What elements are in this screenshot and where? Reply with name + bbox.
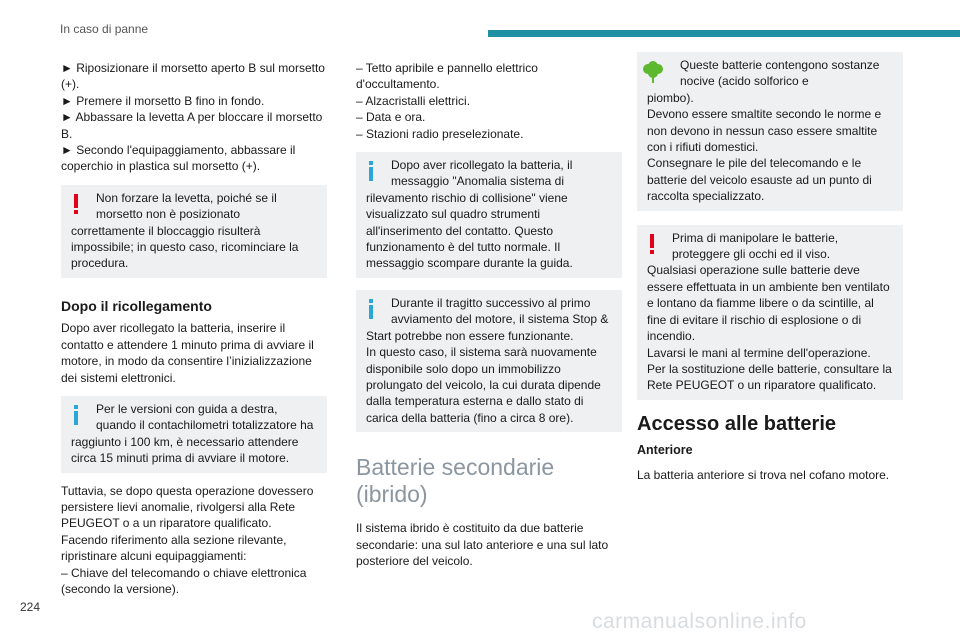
running-header: In caso di panne <box>60 22 149 36</box>
info-text: rilevamento rischio di collisione" viene visualizzato sul quadro strumenti all'inserimento del contatto. Questo funzionamento è del tutto normale. Il messaggio scompare durante la guida. <box>366 190 573 271</box>
warning-text: Lavarsi le mani al termine dell'operazione. <box>647 345 871 360</box>
column-3 <box>637 52 903 483</box>
info-icon <box>364 297 378 321</box>
step-1: ► Riposizionare il morsetto aperto B sul morsetto (+). <box>61 61 325 92</box>
eco-text: piombo). <box>647 90 694 105</box>
warning-icon <box>645 232 659 256</box>
step-3: ► Abbassare la levetta A per bloccare il morsetto B. <box>61 110 323 141</box>
column-1 <box>61 60 327 597</box>
info-box <box>356 152 622 278</box>
eco-box <box>637 52 903 211</box>
info-icon <box>69 403 83 427</box>
eco-first-line: Queste batterie contengono sostanze nocive (acido solforico e <box>680 58 880 89</box>
info-text: Start potrebbe non essere funzionante. <box>366 328 574 343</box>
warning-first-line: Non forzare la levetta, poiché se il morsetto non è posizionato <box>96 190 277 222</box>
paragraph: La batteria anteriore si trova nel cofano motore. <box>637 467 890 482</box>
info-text: raggiunto i 100 km, è necessario attendere circa 15 minuti prima di avviare il motore. <box>71 434 299 466</box>
list-item: – Tetto apribile e pannello elettrico d'occultamento. <box>356 61 538 92</box>
list-item: – Alzacristalli elettrici. <box>356 93 471 108</box>
info-first-line: Per le versioni con guida a destra, quando il contachilometri totalizzatore ha <box>96 401 314 433</box>
info-text: In questo caso, il sistema sarà nuovamente disponibile solo dopo un immobilizzo prolungato del veicolo, la cui durata dipende dalla temperatura esterna e dallo stato di carica della batteria (fino a circa 8 ore). <box>366 345 601 425</box>
list-item: – Data e ora. <box>356 110 426 125</box>
warning-first-line: Prima di manipolare le batterie, proteggere gli occhi ed il viso. <box>672 230 839 262</box>
warning-icon <box>69 192 83 216</box>
info-box <box>61 396 327 473</box>
step-2: ► Premere il morsetto B fino in fondo. <box>61 93 265 108</box>
paragraph: Facendo riferimento alla sezione rilevante, ripristinare alcuni equipaggiamenti: <box>61 532 287 564</box>
eco-text: Devono essere smaltite secondo le norme e non devono in nessun caso essere smaltite con i rifiuti domestici. <box>647 107 882 155</box>
info-box <box>356 290 622 432</box>
info-icon <box>364 159 378 183</box>
list-item: – Chiave del telecomando o chiave elettronica (secondo la versione). <box>61 565 307 596</box>
recycle-tree-icon <box>641 60 665 84</box>
subsection-heading: Anteriore <box>637 443 693 458</box>
warning-text: Qualsiasi operazione sulle batterie deve essere effettuata in un ambiente ben ventilato e lontano da fiamme libere o da scintille, al fine di evitare il rischio di esplosione o di incendio. <box>647 263 890 344</box>
warning-box <box>61 185 327 278</box>
paragraph: Tuttavia, se dopo questa operazione dovessero persistere lievi anomalie, rivolgersi alla Rete PEUGEOT o a un riparatore qualificato. <box>61 483 314 531</box>
info-first-line: Dopo aver ricollegato la batteria, il messaggio "Anomalia sistema di <box>391 158 573 189</box>
header-accent-bar <box>488 30 960 37</box>
watermark: carmanualsonline.info <box>592 610 807 633</box>
page-number: 224 <box>20 600 41 614</box>
paragraph: Dopo aver ricollegato la batteria, inserire il contatto e attendere 1 minuto prima di avviare il motore, in modo da consentire l’inizializzazione dei sistemi elettronici. <box>61 321 314 385</box>
warning-text: correttamente il bloccaggio risulterà impossibile; in questo caso, ricominciare la procedura. <box>71 223 299 271</box>
info-first-line: Durante il tragitto successivo al primo avviamento del motore, il sistema Stop & <box>391 295 609 327</box>
warning-text: Per la sostituzione delle batterie, consultare la Rete PEUGEOT o un riparatore qualificato. <box>647 361 892 393</box>
step-4: ► Secondo l'equipaggiamento, abbassare il coperchio in plastica sul morsetto (+). <box>61 143 296 174</box>
column-2 <box>356 60 622 569</box>
warning-box <box>637 225 903 400</box>
list-item: – Stazioni radio preselezionate. <box>356 126 524 141</box>
section-heading: Dopo il ricollegamento <box>61 297 212 314</box>
section-heading: Batterie secondarie (ibrido) <box>356 454 555 508</box>
section-heading: Accesso alle batterie <box>637 412 836 435</box>
eco-text: Consegnare le pile del telecomando e le batterie del veicolo esauste ad un punto di raccolta specializzato. <box>647 156 872 204</box>
paragraph: Il sistema ibrido è costituito da due batterie secondarie: una sul lato anteriore e una sul lato posteriore del veicolo. <box>356 521 609 568</box>
